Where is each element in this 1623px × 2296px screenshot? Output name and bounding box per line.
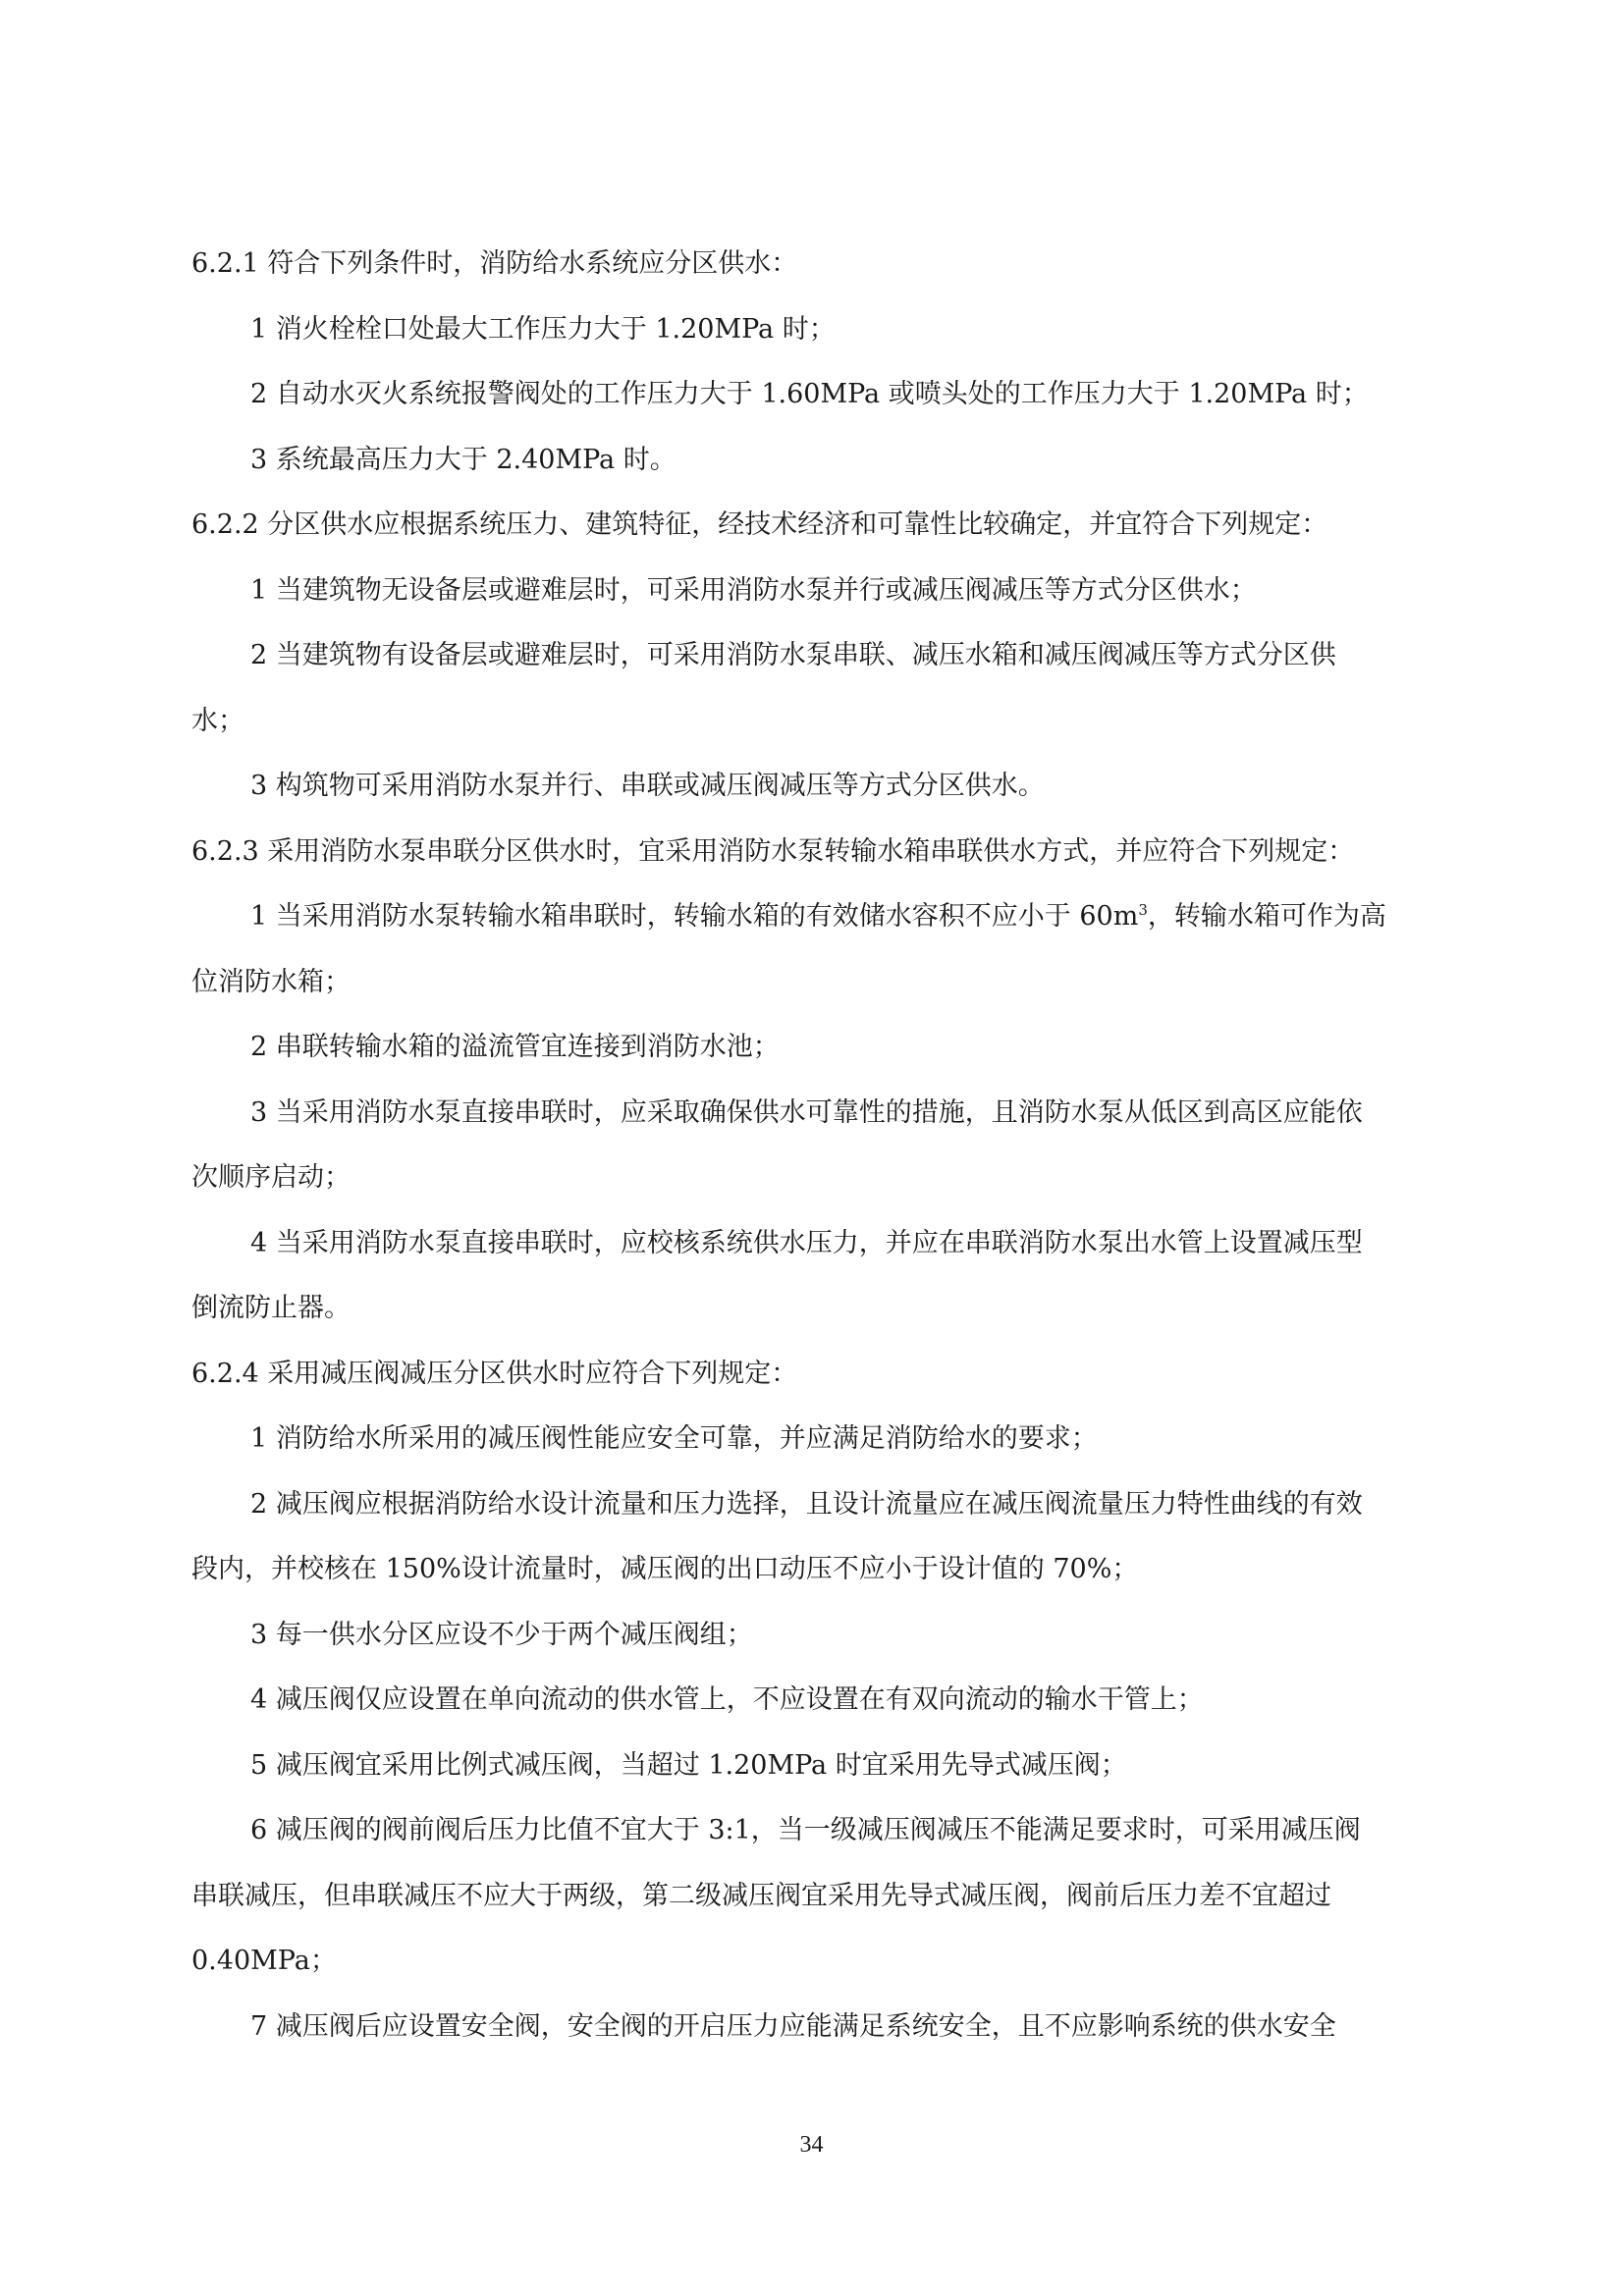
clause-6-2-1-item-1: 1 消火栓栓口处最大工作压力大于 1.20MPa 时； bbox=[250, 313, 836, 345]
document-body bbox=[191, 232, 1468, 2059]
clause-6-2-4-item-7: 7 减压阀后应设置安全阀，安全阀的开启压力应能满足系统安全，且不应影响系统的供水安全 bbox=[250, 2010, 1336, 2042]
clause-6-2-3-item-3-continued: 次顺序启动； bbox=[191, 1162, 351, 1193]
clause-6-2-3-item-3: 3 当采用消防水泵直接串联时，应采取确保供水可靠性的措施，且消防水泵从低区到高区应能依 bbox=[250, 1096, 1363, 1128]
clause-6-2-4-item-5: 5 减压阀宜采用比例式减压阀，当超过 1.20MPa 时宜采用先导式减压阀； bbox=[250, 1749, 1127, 1781]
clause-6-2-2-item-2: 2 当建筑物有设备层或避难层时，可采用消防水泵串联、减压水箱和减压阀减压等方式分区供 bbox=[250, 640, 1336, 670]
clause-6-2-2-item-3: 3 构筑物可采用消防水泵并行、串联或减压阀减压等方式分区供水。 bbox=[250, 771, 1045, 801]
clause-6-2-3-item-2: 2 串联转输水箱的溢流管宜连接到消防水池； bbox=[250, 1032, 780, 1062]
cubic-superscript: 3 bbox=[1138, 901, 1148, 919]
clause-6-2-1-item-3: 3 系统最高压力大于 2.40MPa 时。 bbox=[250, 444, 676, 475]
clause-6-2-4-item-2: 2 减压阀应根据消防给水设计流量和压力选择，且设计流量应在减压阀流量压力特性曲线的有效 bbox=[250, 1488, 1363, 1520]
clause-6-2-4-item-3: 3 每一供水分区应设不少于两个减压阀组； bbox=[250, 1619, 753, 1650]
clause-6-2-4-item-6-continued: 串联减压，但串联减压不应大于两级，第二级减压阀宜采用先导式减压阀，阀前后压力差不宜超过 bbox=[191, 1880, 1331, 1911]
clause-6-2-4-heading: 6.2.4 采用减压阀减压分区供水时应符合下列规定： bbox=[191, 1358, 798, 1389]
clause-6-2-4-item-1: 1 消防给水所采用的减压阀性能应安全可靠，并应满足消防给水的要求； bbox=[250, 1423, 1098, 1454]
clause-6-2-4-item-2-continued: 段内，并校核在 150%设计流量时，减压阀的出口动压不应小于设计值的 70%； bbox=[191, 1554, 1139, 1584]
clause-6-2-3-item-1 bbox=[191, 884, 1468, 950]
clause-6-2-2-heading: 6.2.2 分区供水应根据系统压力、建筑特征，经技术经济和可靠性比较确定，并宜符合下列规定： bbox=[191, 509, 1328, 540]
clause-6-2-3-item-4: 4 当采用消防水泵直接串联时，应校核系统供水压力，并应在串联消防水泵出水管上设置减压型 bbox=[250, 1227, 1363, 1258]
clause-6-2-2-item-1: 1 当建筑物无设备层或避难层时，可采用消防水泵并行或减压阀减压等方式分区供水； bbox=[250, 574, 1257, 606]
clause-6-2-3-item-1-text-end: ，转输水箱可作为高 bbox=[1147, 901, 1386, 932]
clause-6-2-2-item-2-continued: 水； bbox=[191, 705, 244, 736]
clause-6-2-1-heading: 6.2.1 符合下列条件时，消防给水系统应分区供水： bbox=[191, 248, 798, 279]
clause-6-2-3-heading: 6.2.3 采用消防水泵串联分区供水时，宜采用消防水泵转输水箱串联供水方式，并应符合下列规定： bbox=[191, 835, 1355, 867]
page-number: 34 bbox=[799, 2132, 824, 2158]
clause-6-2-4-item-6-continued-2: 0.40MPa； bbox=[191, 1946, 337, 1976]
clause-6-2-3-item-1-text: 1 当采用消防水泵转输水箱串联时，转输水箱的有效储水容积不应小于 60m bbox=[250, 901, 1139, 932]
clause-6-2-4-item-6: 6 减压阀的阀前阀后压力比值不宜大于 3:1，当一级减压阀减压不能满足要求时，可采用减压阀 bbox=[250, 1815, 1361, 1845]
clause-6-2-4-item-4: 4 减压阀仅应设置在单向流动的供水管上，不应设置在有双向流动的输水干管上； bbox=[250, 1684, 1204, 1715]
clause-6-2-3-item-4-continued: 倒流防止器。 bbox=[191, 1293, 351, 1323]
clause-6-2-1-item-2: 2 自动水灭火系统报警阀处的工作压力大于 1.60MPa 或喷头处的工作压力大于 1.20MPa 时； bbox=[250, 379, 1369, 409]
clause-6-2-3-item-1-continued: 位消防水箱； bbox=[191, 966, 351, 997]
